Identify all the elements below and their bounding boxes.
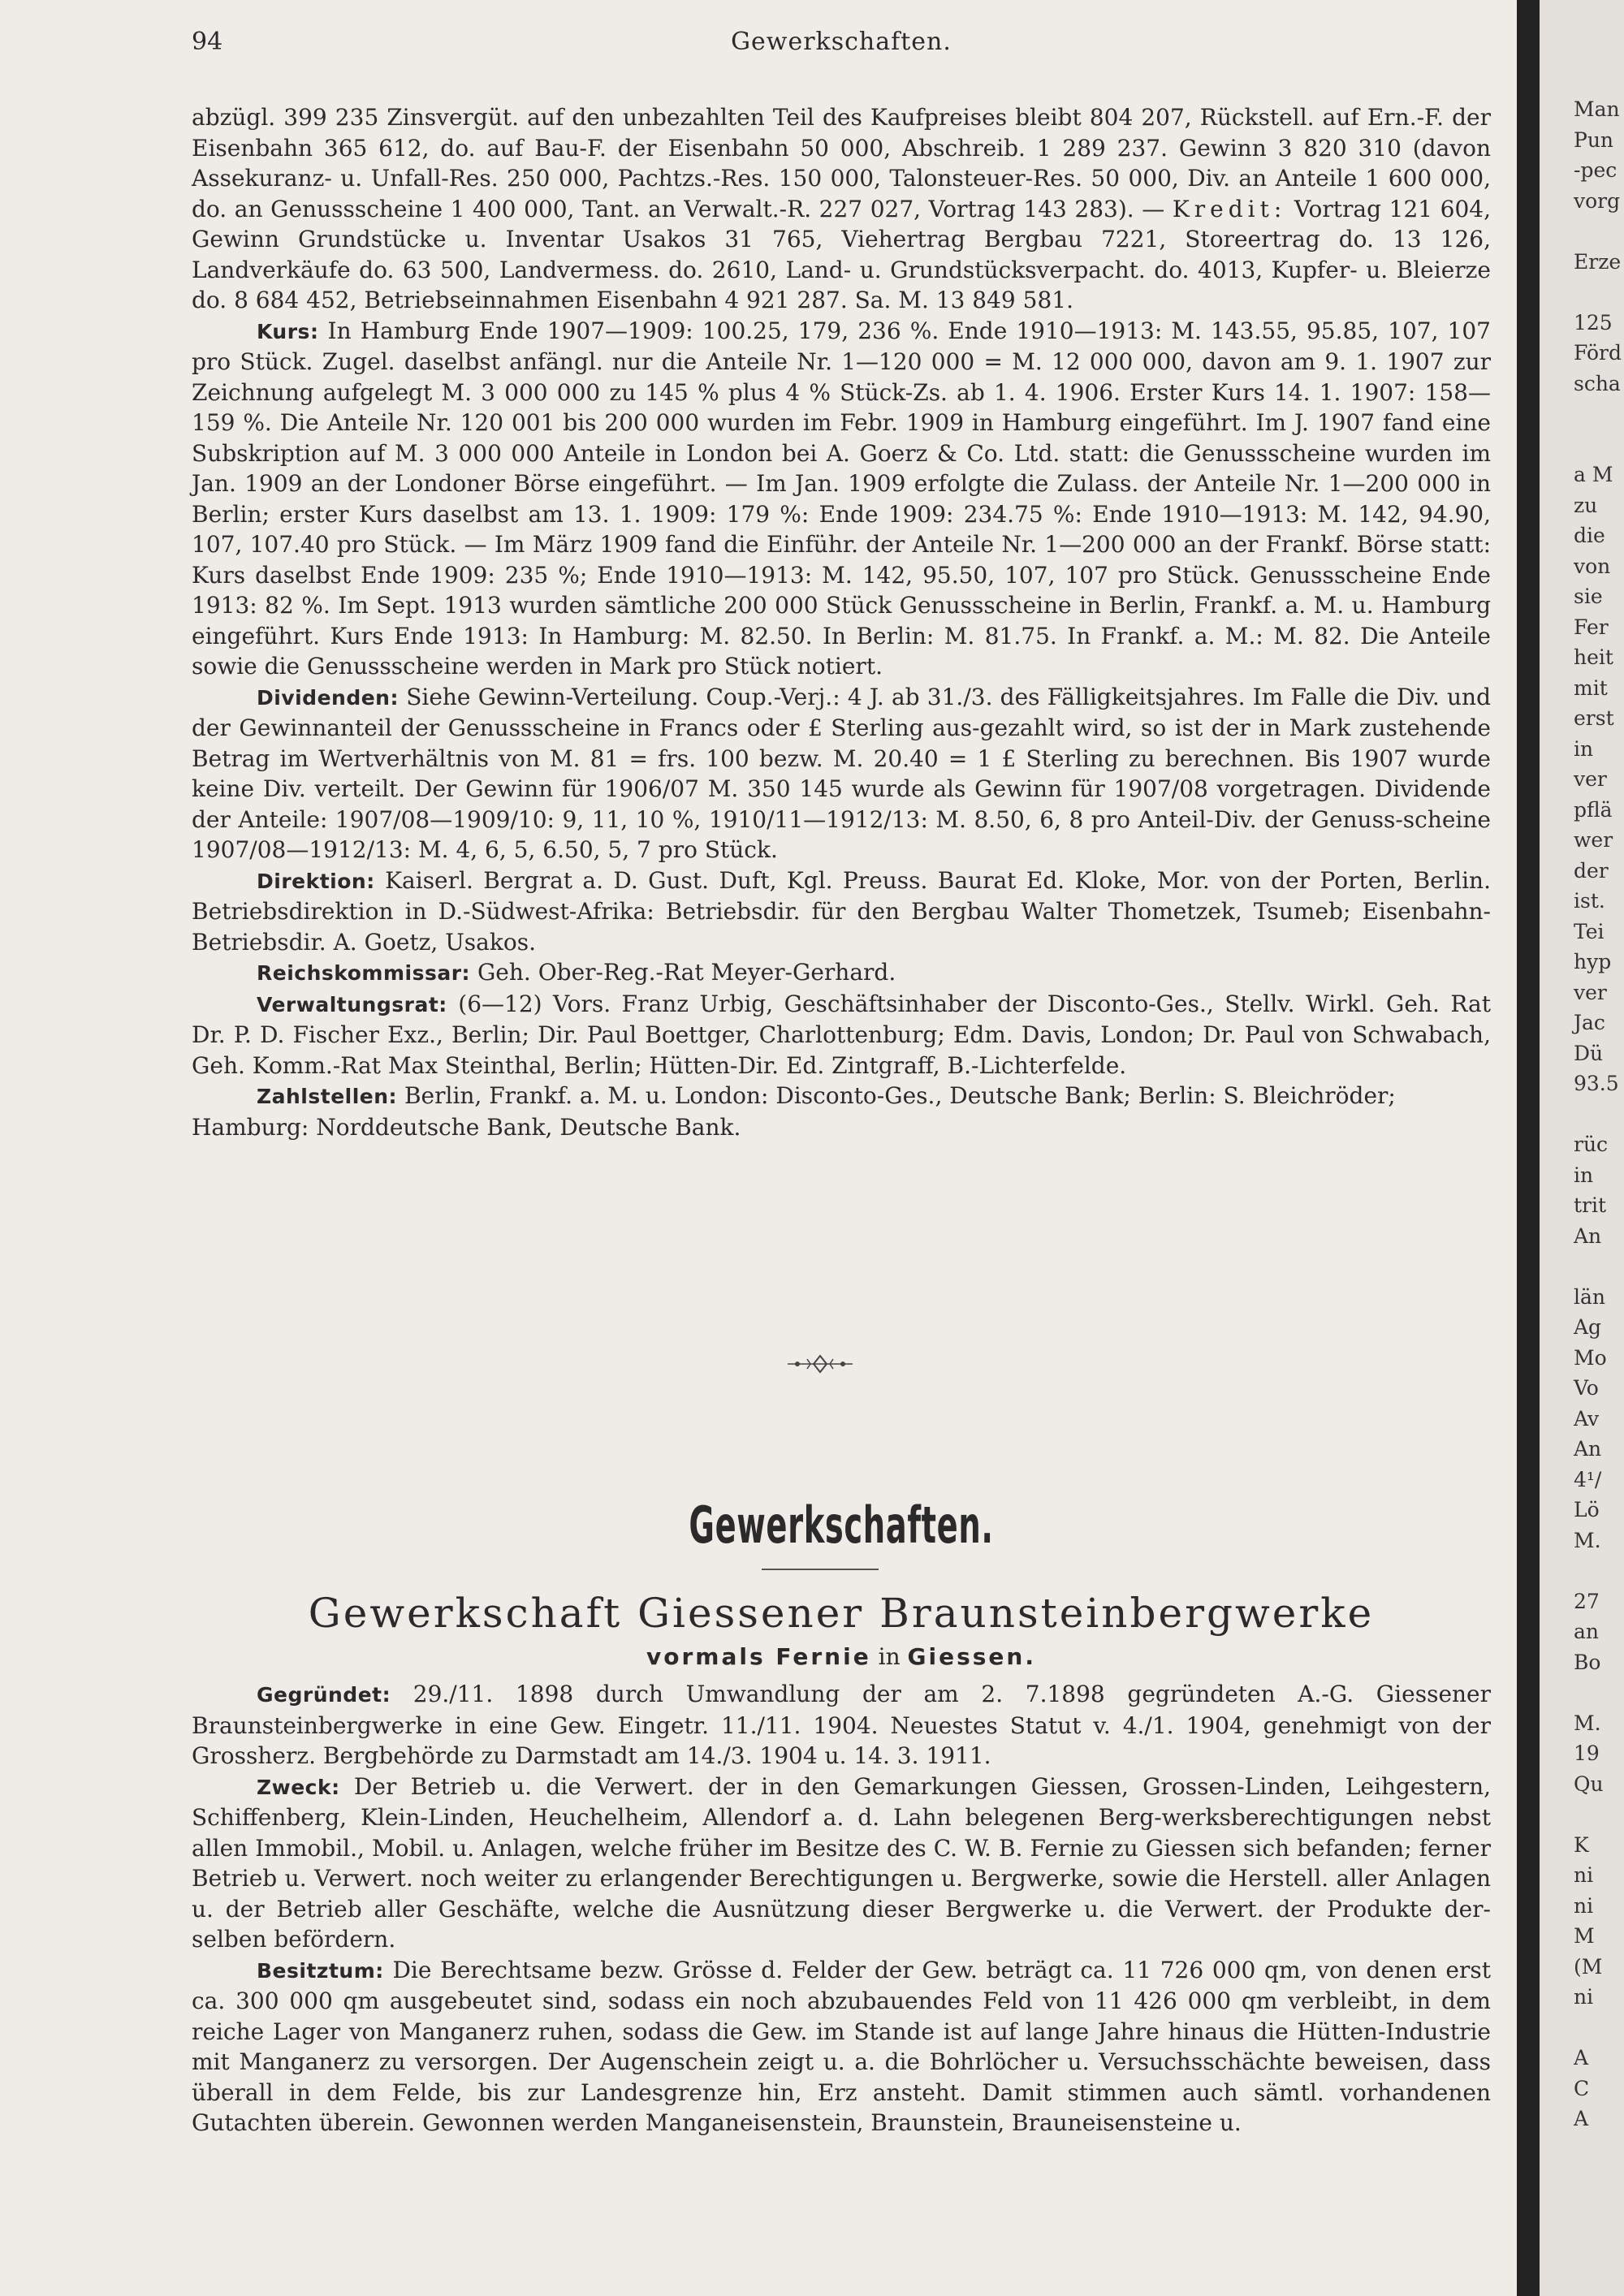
new-company-entry [192, 1679, 1491, 2138]
gegruendet-paragraph [192, 1679, 1491, 1772]
adjacent-page-fragment: -pec [1574, 158, 1618, 182]
adjacent-page-fragment: Lö [1574, 1498, 1600, 1521]
adjacent-page-fragment: der [1574, 858, 1609, 883]
section-ornament-icon [788, 1354, 853, 1374]
adjacent-page-fragment: A [1574, 2046, 1589, 2069]
adjacent-page-fragment: län [1574, 1284, 1606, 1309]
adjacent-page-fragment: An [1574, 1224, 1602, 1248]
adjacent-page-fragment: K [1574, 1832, 1589, 1857]
adjacent-page-fragment: Ag [1574, 1315, 1602, 1339]
adjacent-page-fragment: 125 [1574, 310, 1613, 334]
zahlstellen-text: Berlin, Frankf. a. M. u. London: Disconto-Ges., Deutsche Bank; Berlin: S. Bleichröder; Hamburg: Norddeutsche Bank, Deutsche Bank. [192, 1082, 1396, 1141]
adjacent-page-fragment: ni [1574, 1985, 1594, 2009]
adjacent-page-fragment: 19 [1574, 1741, 1600, 1765]
adjacent-page-fragment: a M [1574, 463, 1613, 486]
zweck-text: Der Betrieb u. die Verwert. der in den Gemarkungen Giessen, Grossen-Linden, Leihgestern, Schiffenberg, Klein-Linden, Heuchelheim, Allendorf a. d. Lahn belegenen Berg-werksberechtigungen nebst allen Immobil., Mobil. u. Anlagen, welche früher im Besitze des C. W. B. Fernie zu Giessen sich befanden; ferner Betrieb u. Verwert. noch weiter zu erlangender Berechtigungen u. Bergwerke, sowie die Herstell. aller Anlagen u. der Betrieb aller Geschäfte, welche die Ausnützung dieser Bergwerke u. die Verwert. der Produkte der-selben befördern. [192, 1772, 1491, 1953]
zahlstellen-label: Zahlstellen: [257, 1085, 398, 1108]
zweck-label: Zweck: [257, 1775, 340, 1799]
dividenden-label: Dividenden: [257, 685, 399, 710]
adjacent-page-fragment: mit [1574, 675, 1608, 700]
kurs-paragraph [192, 316, 1491, 682]
adjacent-page-fragment: Av [1574, 1406, 1600, 1431]
adjacent-page-fragment: in [1574, 1163, 1594, 1187]
section-title: Gewerkschaften. [689, 1495, 994, 1555]
adjacent-page-fragment: Dü [1574, 1041, 1604, 1065]
direktion-text: Kaiserl. Bergrat a. D. Gust. Duft, Kgl. Preuss. Baurat Ed. Kloke, Mor. von der Porten, Berlin. Betriebsdirektion in D.-Südwest-Afrika: Betriebsdir. für den Bergbau Walter Thometzek, Tsumeb; Eisenbahn-Betriebsdir. A. Goetz, Usakos. [192, 866, 1491, 956]
adjacent-page-fragment: zu [1574, 493, 1598, 517]
adjacent-page-fragment: rüc [1574, 1133, 1609, 1156]
adjacent-page-fragment: die [1574, 524, 1605, 547]
besitztum-label: Besitztum: [257, 1958, 384, 1983]
adjacent-page-fragment: heit [1574, 645, 1613, 669]
adjacent-page-fragment: M. [1574, 1528, 1601, 1552]
adjacent-page-fragment: ni [1574, 1863, 1594, 1887]
adjacent-page-fragment: Bo [1574, 1650, 1601, 1674]
direktion-paragraph [192, 865, 1491, 958]
adjacent-page-fragment: Pun [1574, 127, 1614, 152]
adjacent-page-fragment: A [1574, 2107, 1589, 2130]
company-sub-in: in [878, 1643, 901, 1670]
gegruendet-text: 29./11. 1898 durch Umwandlung der am 2. 7.1898 gegründeten A.-G. Giessener Braunsteinbergwerke in eine Gew. Eingetr. 11./11. 1904. Neuestes Statut v. 4./1. 1904, genehmigt von der Grossherz. Bergbehörde zu Darmstadt am 14./3. 1904 u. 14. 3. 1911. [192, 1681, 1492, 1769]
adjacent-page-fragment: Jac [1574, 1011, 1605, 1034]
reichskommissar-text: Geh. Ober-Reg.-Rat Meyer-Gerhard. [477, 959, 896, 986]
kredit-label: Kredit: [1172, 195, 1287, 222]
adjacent-page-fragment: Förd [1574, 341, 1622, 365]
dividenden-text: Siehe Gewinn-Verteilung. Coup.-Verj.: 4 J. ab 31./3. des Fälligkeitsjahres. Im Falle die Div. und der Gewinnanteil der Genussscheine in Francs oder £ Sterling aus-gezahlt wird, so ist der in Mark zustehende Betrag im Wertverhältnis von M. 81 = frs. 100 bezw. M. 20.40 = 1 £ Sterling zu berechnen. Bis 1907 wurde keine Div. verteilt. Der Gewinn für 1906/07 M. 350 145 wurde als Gewinn für 1907/08 vorgetragen. Dividende der Anteile: 1907/08—1909/10: 9, 11, 10 %, 1910/11—1912/13: M. 8.50, 6, 8 pro Anteil-Div. der Genuss-scheine 1907/08—1912/13: M. 4, 6, 5, 6.50, 5, 7 pro Stück. [192, 683, 1491, 863]
company-former-name: vormals Fernie [646, 1643, 871, 1670]
adjacent-page-fragment: ni [1574, 1893, 1594, 1918]
adjacent-page-fragment: sie [1574, 585, 1603, 608]
adjacent-page-fragment: M [1574, 1924, 1595, 1948]
page-header [192, 28, 1491, 60]
dividenden-paragraph [192, 682, 1491, 865]
adjacent-page-fragment: (M [1574, 1954, 1603, 1979]
adjacent-page-fragment: ver [1574, 980, 1607, 1004]
zahlstellen-paragraph [192, 1081, 1491, 1142]
adjacent-page-fragment: Erze [1574, 249, 1622, 274]
company-subtitle [192, 1643, 1491, 1670]
adjacent-page-edge [1540, 0, 1624, 2296]
kurs-label: Kurs: [257, 319, 319, 343]
reichskommissar-label: Reichskommissar: [257, 961, 471, 985]
company-name: Gewerkschaft Giessener Braunsteinbergwerke [308, 1590, 1375, 1637]
adjacent-page-fragment: pflä [1574, 797, 1613, 822]
kredit-text: Vortrag 121 604, Gewinn Grundstücke u. Inventar Usakos 31 765, Viehertrag Bergbau 7221, Storeertrag do. 13 126, Landverkäufe do. 63 500, Landvermess. do. 2610, Land- u. Grundstücksverpacht. do. 4013, Kupfer- u. Bleierze do. 8 684 452, Betriebseinnahmen Eisenbahn 4 921 287. Sa. M. 13 849 581. [192, 195, 1491, 313]
previous-entry-continuation [192, 102, 1491, 1142]
adjacent-page-fragment: hyp [1574, 950, 1612, 973]
adjacent-page-fragment: erst [1574, 706, 1614, 730]
besitztum-text: Die Berechtsame bezw. Grösse d. Felder der Gew. beträgt ca. 11 726 000 qm, von denen erst ca. 300 000 qm ausgebeutet sind, sodass ein noch abzubauendes Feld von 11 426 000 qm verbleibt, in dem reiche Lager von Manganerz ruhen, sodass die Gew. im Stande ist auf lange Jahre hinaus die Hütten-Industrie mit Manganerz zu versorgen. Der Augenschein zeigt u. a. die Bohrlöcher u. Versuchsschächte beweisen, dass überall in dem Felde, bis zur Landesgrenze hin, Erz ansteht. Damit stimmen auch sämtl. vorhandenen Gutachten überein. Gewonnen werden Manganeisenstein, Braunstein, Brauneisensteine u. [192, 1956, 1491, 2136]
adjacent-page-fragment: Qu [1574, 1772, 1604, 1796]
adjacent-page-fragment: M. [1574, 1711, 1601, 1735]
reichskommissar-paragraph [192, 957, 1491, 989]
adjacent-page-fragment: in [1574, 736, 1594, 761]
adjacent-page-fragment: wer [1574, 828, 1613, 852]
running-head: Gewerkschaften. [731, 28, 952, 56]
adjacent-page-fragment: an [1574, 1620, 1600, 1643]
zweck-paragraph [192, 1772, 1491, 1955]
besitztum-paragraph [192, 1955, 1491, 2138]
verwaltungsrat-text: (6—12) Vors. Franz Urbig, Geschäftsinhaber der Disconto-Ges., Stellv. Wirkl. Geh. Rat Dr. P. D. Fischer Exz., Berlin; Dir. Paul Boettger, Charlottenburg; Edm. Davis, London; Dr. Paul von Schwabach, Geh. Komm.-Rat Max Steinthal, Berlin; Hütten-Dir. Ed. Zintgraff, B.-Lichterfelde. [192, 990, 1491, 1079]
gegruendet-label: Gegründet: [257, 1683, 391, 1707]
verwaltungsrat-label: Verwaltungsrat: [257, 992, 447, 1016]
book-gutter [1517, 0, 1540, 2296]
adjacent-page-fragment: Tei [1574, 919, 1605, 943]
title-rule [762, 1569, 879, 1570]
financial-statement-paragraph [192, 102, 1491, 316]
company-city: Giessen. [907, 1643, 1036, 1670]
adjacent-page-fragment: Vo [1574, 1376, 1599, 1400]
direktion-label: Direktion: [257, 869, 375, 893]
adjacent-page-fragment: vorg [1574, 188, 1621, 213]
statement-text: abzügl. 399 235 Zinsvergüt. auf den unbezahlten Teil des Kaufpreises bleibt 804 207, Rückstell. auf Ern.-F. der Eisenbahn 365 612, do. auf Bau-F. der Eisenbahn 50 000, Abschreib. 1 289 237. Gewinn 3 820 310 (davon Assekuranz- u. Unfall-Res. 250 000, Pachtzs.-Res. 150 000, Talonsteuer-Res. 50 000, Div. an Anteile 1 600 000, do. an Genussscheine 1 400 000, Tant. an Verwalt.-R. 227 027, Vortrag 143 283). — [192, 104, 1491, 222]
adjacent-page-fragment: Fer [1574, 615, 1609, 639]
adjacent-page-fragment: 4¹/ [1574, 1467, 1602, 1491]
adjacent-page-fragment: ist. [1574, 889, 1605, 913]
adjacent-page-fragment: scha [1574, 371, 1621, 395]
adjacent-page-fragment: An [1574, 1437, 1602, 1461]
adjacent-page-fragment: Man [1574, 97, 1620, 121]
adjacent-page-fragment: 93.5 [1574, 1072, 1619, 1095]
adjacent-page-fragment: C [1574, 2076, 1590, 2100]
adjacent-page-fragment: 27 [1574, 1589, 1600, 1613]
adjacent-page-fragment: Mo [1574, 1345, 1607, 1370]
verwaltungsrat-paragraph [192, 989, 1491, 1081]
adjacent-page-fragment: trit [1574, 1193, 1607, 1217]
adjacent-page-fragment: von [1574, 554, 1611, 578]
page-number: 94 [192, 28, 223, 56]
adjacent-page-fragment: ver [1574, 767, 1607, 791]
kurs-text: In Hamburg Ende 1907—1909: 100.25, 179, 236 %. Ende 1910—1913: M. 143.55, 95.85, 107, 107 pro Stück. Zugel. daselbst anfängl. nur die Anteile Nr. 1—120 000 = M. 12 000 000, davon am 9. 1. 1907 zur Zeichnung aufgelegt M. 3 000 000 zu 145 % plus 4 % Stück-Zs. ab 1. 4. 1906. Erster Kurs 14. 1. 1907: 158—159 %. Die Anteile Nr. 120 001 bis 200 000 wurden im Febr. 1909 in Hamburg eingeführt. Im J. 1907 fand eine Subskription auf M. 3 000 000 Anteile in London bei A. Goerz & Co. Ltd. statt: die Genussscheine wurden im Jan. 1909 an der Londoner Börse eingeführt. — Im Jan. 1909 erfolgte die Zulass. der Anteile Nr. 1—200 000 in Berlin; erster Kurs daselbst am 13. 1. 1909: 179 %: Ende 1909: 234.75 %: Ende 1910—1913: M. 142, 94.90, 107, 107.40 pro Stück. — Im März 1909 fand die Einführ. der Anteile Nr. 1—200 000 an der Frankf. Börse statt: Kurs daselbst Ende 1909: 235 %; Ende 1910—1913: M. 142, 95.50, 107, 107 pro Stück. Genussscheine Ende 1913: 82 %. Im Sept. 1913 wurden sämtliche 200 000 Stück Genussscheine in Berlin, Frankf. a. M. u. Hamburg eingeführt. Kurs Ende 1913: In Hamburg: M. 82.50. In Berlin: M. 81.75. In Frankf. a. M.: M. 82. Die Anteile sowie die Genussscheine werden in Mark pro Stück notiert. [192, 317, 1491, 680]
